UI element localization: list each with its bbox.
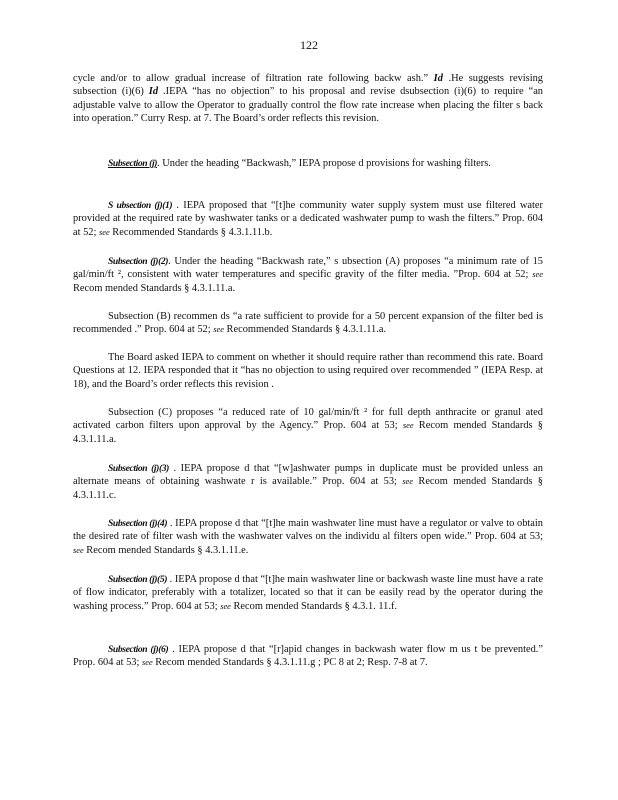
see-signal: see [220,601,231,611]
paragraph-subsection-j2 [73,255,543,295]
text: . Under the heading “Backwash,” IEPA propose d provisions for washing filters. [157,158,491,169]
paragraph-subsection-j5 [73,573,543,613]
paragraph-curry-comment [73,72,543,126]
subsection-heading: Subsection (j)(2) [108,256,169,267]
paragraph-subsection-j2-b [73,310,543,337]
paragraph-subsection-j6 [73,643,543,670]
text: . IEPA propose d that “[t]he main washwater line or backwash waste line must have a rate of flow indicator, preferably with a totalizer, located so that it can be easily read by the operator during the washing process.” Prop. 604 at 53; [73,574,543,612]
see-signal: see [141,658,153,668]
text: .IEPA “has no objection” to his proposal and revise dsubsection (i)(6) to require “an adjustable valve to allow the Operator to gradually control the flow rate increase when placing the filter s back into operation.” Curry Resp. at 7. The Board’s order reflects this revision. [73,86,544,125]
see-signal: see [402,477,414,487]
id-citation: Id [433,73,443,84]
text: Recom mended Standards § 4.3.1.11.a. [73,282,236,294]
text: The Board asked IEPA to comment on whether it should require rather than recommend this rate. Board Questions at 12. IEPA responded that it “has no objection to using required over recommended ” (IEPA Resp. at 18), and the Board’s order reflects this revision . [73,352,543,390]
see-signal: see [402,421,414,431]
id-citation: Id [148,86,159,98]
text: . IEPA proposed that “[t]he community water supply system must use filtered water provided at the required rate by washwater tanks or a dedicated washwater pump to wash the filters.” Prop. 604 at 52; [73,200,543,238]
text: Recom mended Standards § 4.3.1.11.c. [73,476,543,501]
paragraph-subsection-j [73,157,543,170]
text: Recom mended Standards § 4.3.1. 11.f. [230,600,398,612]
text: Subsection (B) recommen ds “a rate sufficient to provide for a 50 percent expansion of the filter bed is recommended .” Prop. 604 at 52; [73,311,543,336]
paragraph-subsection-j2-c [73,406,543,446]
paragraph-subsection-j3 [73,462,543,502]
text: Recom mended Standards § 4.3.1.11.a. [73,420,544,445]
see-signal: see [73,545,84,555]
paragraph-subsection-j1 [73,199,543,239]
subsection-heading: S ubsection (j)(1) [108,200,173,211]
text: Recom mended Standards § 4.3.1.11.e. [83,544,249,556]
subsection-heading: Subsection (j)(5) [108,574,168,585]
see-signal: see [213,325,224,335]
page-number: 122 [300,38,318,52]
see-signal: see [532,270,543,280]
text: .He suggests revising subsection (i)(6) [73,73,543,98]
text: Subsection (C) proposes “a reduced rate of 10 gal/min/ft ² for full depth anthracite or granul ated activated carbon filters upon approval by the Agency.” Prop. 604 at 53; [73,407,543,432]
paragraph-board-question [73,351,543,391]
text: Recommended Standards § 4.3.1.11.b. [109,226,273,238]
subsection-heading: Subsection (j)(4) [108,518,168,529]
text: Recommended Standards § 4.3.1.11.a. [223,324,387,336]
text: . Under the heading “Backwash rate,” s ubsection (A) proposes “a minimum rate of 15 gal/min/ft ², consistent with water temperatures and specific gravity of the filter media. ”Prop. 604 at 52; [73,256,543,281]
subsection-heading: Subsection (j) [108,158,158,169]
paragraph-subsection-j4 [73,517,543,557]
text: cycle and/or to allow gradual increase of filtration rate following backw ash.” [73,73,434,84]
text: . IEPA propose d that “[t]he main washwater line must have a regulator or valve to obtain the desired rate of filter wash with the washwater valves on the individu al filters open wide.” Prop. 604 at 53; [73,518,543,543]
text: . IEPA propose d that “[r]apid changes in backwash water flow m us t be prevented.” Prop. 604 at 53; [73,644,543,669]
text: Recom mended Standards § 4.3.1.11.g ; PC 8 at 2; Resp. 7-8 at 7. [152,657,428,669]
subsection-heading: Subsection (j)(3) [108,463,169,474]
text: . IEPA propose d that “[w]ashwater pumps in duplicate must be provided unless an alternate means of obtaining washwate r is available.” Prop. 604 at 53; [73,463,543,488]
see-signal: see [98,227,110,237]
subsection-heading: Subsection (j)(6) [108,644,169,655]
